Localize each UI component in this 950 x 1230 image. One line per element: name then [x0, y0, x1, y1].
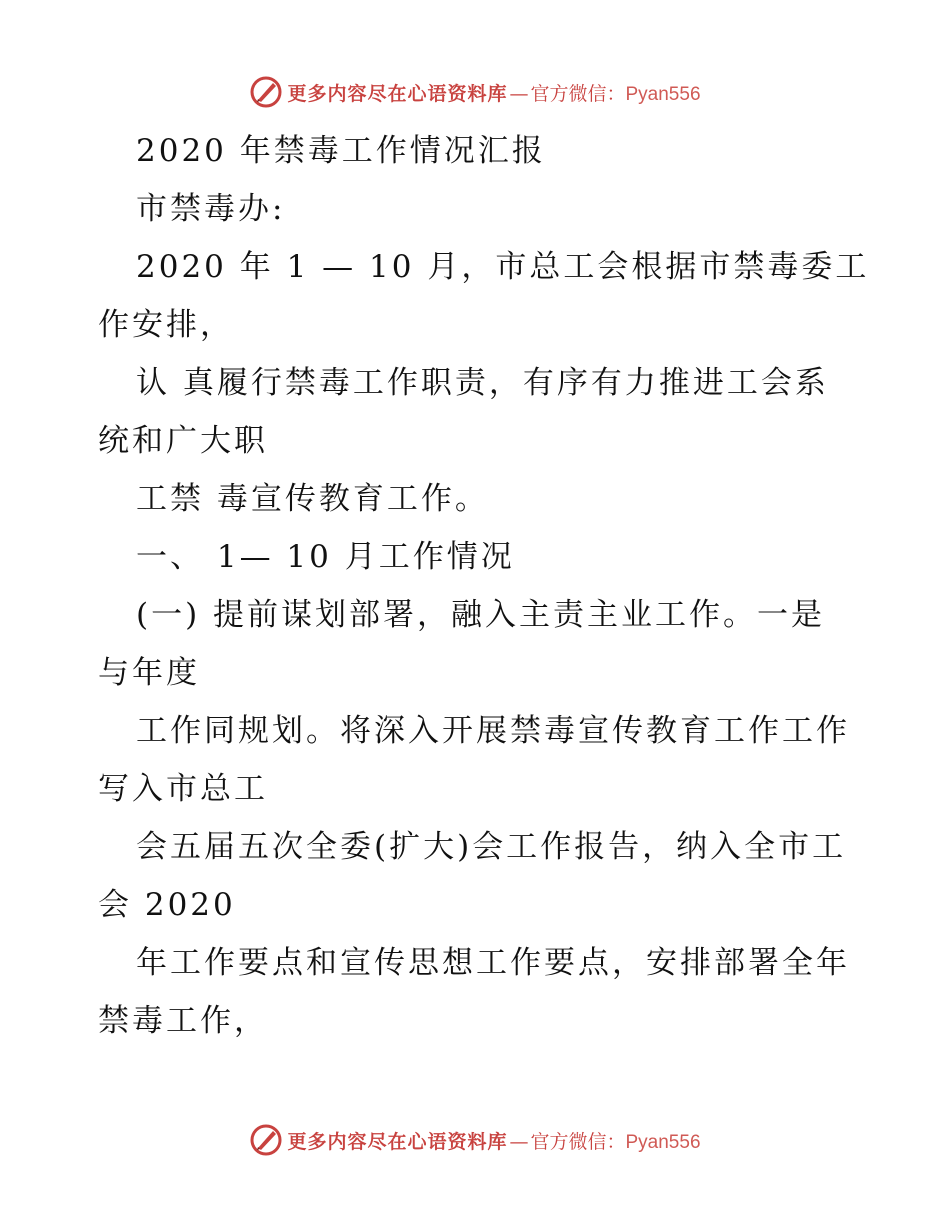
paragraph-line: 与年度: [98, 655, 200, 691]
salutation: 市禁毒办:: [136, 191, 286, 227]
watermark-banner-top: [0, 72, 950, 112]
quill-pen-logo-icon: [249, 75, 283, 109]
watermark-banner-bottom: [0, 1120, 950, 1160]
paragraph-line: 会五届五次全委(扩大)会工作报告，纳入全市工: [136, 829, 847, 865]
watermark-wechat-id: Pyan556: [625, 1131, 701, 1153]
watermark-text: [287, 1127, 700, 1154]
watermark-wechat-id: Pyan556: [625, 83, 701, 105]
paragraph-line: 作安排，: [98, 307, 234, 343]
paragraph-line: 会 2020: [98, 887, 236, 923]
paragraph-line: 年工作要点和宣传思想工作要点，安排部署全年: [136, 945, 850, 981]
section-heading: 一、 1— 10 月工作情况: [136, 539, 515, 575]
paragraph-line: 禁毒工作，: [98, 1003, 268, 1039]
watermark-separator: —: [509, 82, 529, 105]
watermark-text: [287, 79, 700, 106]
watermark-separator: —: [509, 1130, 529, 1153]
watermark-wechat-label: 官方微信：: [530, 1130, 626, 1153]
watermark-wechat-label: 官方微信：: [530, 82, 626, 105]
paragraph-line: 工作同规划。将深入开展禁毒宣传教育工作工作: [136, 713, 850, 749]
paragraph-line: 2020 年 1 — 10 月，市总工会根据市禁毒委工: [136, 249, 870, 285]
document-body: [98, 122, 870, 1050]
paragraph-line: (一) 提前谋划部署，融入主责主业工作。一是: [136, 597, 826, 633]
document-title: 2020 年禁毒工作情况汇报: [136, 133, 546, 169]
watermark-site-text: 更多内容尽在心语资料库: [287, 1130, 508, 1153]
paragraph-line: 工禁 毒宣传教育工作。: [136, 481, 489, 517]
watermark-site-text: 更多内容尽在心语资料库: [287, 82, 508, 105]
quill-pen-logo-icon: [249, 1123, 283, 1157]
paragraph-line: 认 真履行禁毒工作职责，有序有力推进工会系: [136, 365, 829, 401]
paragraph-line: 统和广大职: [98, 423, 268, 459]
paragraph-line: 写入市总工: [98, 771, 268, 807]
